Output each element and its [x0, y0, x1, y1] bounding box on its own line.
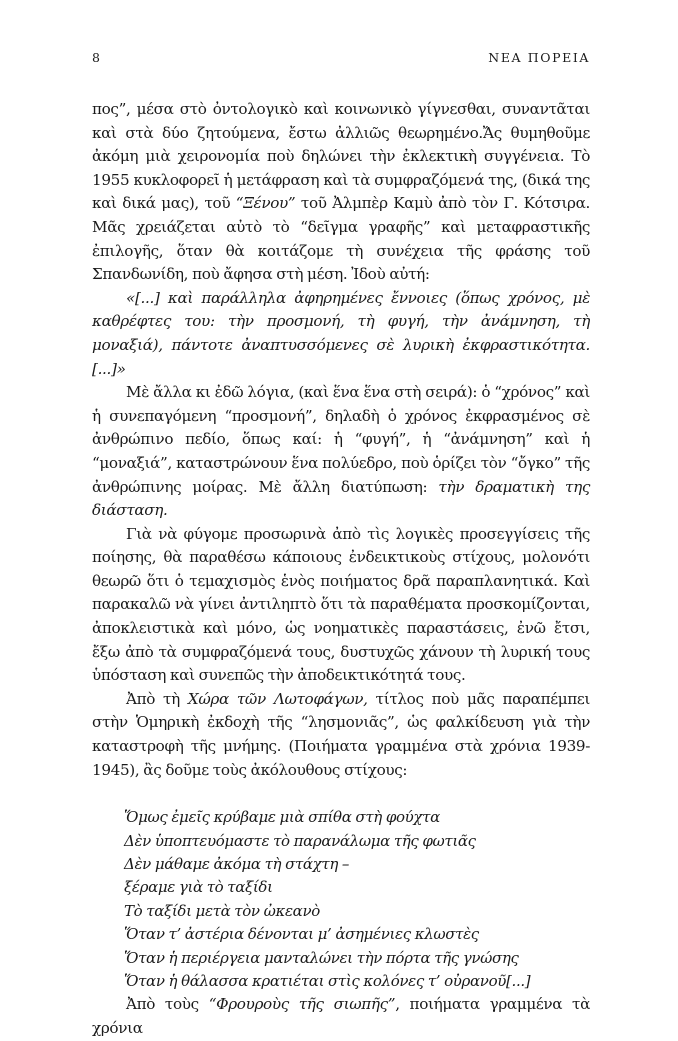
- poem-line: Δὲν ὑποπτευόμαστε τὸ παρανάλωμα τῆς φωτιᾶς: [124, 831, 476, 850]
- running-head: ΝΕΑ ΠΟΡΕΙΑ: [488, 50, 590, 65]
- paragraph-5-book-title: “Φρουροὺς τῆς σιωπῆς”: [208, 995, 396, 1014]
- paragraph-2-emphasis: τὴν δραματικὴ της διάσταση.: [92, 477, 590, 520]
- poem-line: Ὅταν ἡ θάλασσα κρατιέται στὶς κολόνες τ’ οὐρανοῦ[...]: [124, 972, 531, 991]
- paragraph-2-text-a: Μὲ ἄλλα κι ἐδῶ λόγια, (καὶ ἕνα ἕνα στὴ σειρά): ὁ “χρόνος” καὶ ἡ συνεπαγόμενη “προσμονή”, δηλαδὴ ὁ χρόνος ἐκφρασμένος σὲ ἀνθρώπινο πεδίο, ὅπως καί: ἡ “φυγή”, ἡ “ἀνάμνηση” καὶ ἡ “μοναξιά”, καταστρώνουν ἕνα πολύεδρο, ποὺ ὁρίζει τὸν “ὄγκο” τῆς ἀνθρώπινης μοίρας. Μὲ ἄλλη διατύπωση:: [92, 383, 590, 496]
- paragraph-1-text-b: τοῦ Ἀλμπὲρ Καμὺ ἀπὸ τὸν Γ. Κότσιρα. Μᾶς χρειάζεται αὐτὸ τὸ “δεῖγμα γραφῆς” καὶ μεταφραστικῆς ἐπιλογῆς, ὅταν θὰ κοιτάζομε τὴ συνέχεια τῆς φράσης τοῦ Σπανδωνίδη, ποὺ ἄφησα στὴ μέση. Ἰδοὺ αὐτή:: [92, 194, 591, 284]
- poem-line: Δὲν μάθαμε ἀκόμα τὴ στάχτη –: [124, 855, 350, 874]
- paragraph-1-text-a: πος”, μέσα στὸ ὀντολογικὸ καὶ κοινωνικὸ γίγνεσθαι, συναντᾶται καὶ στὰ δύο ζητούμενα, ἔστω ἀλλιῶς θεωρημένο.Ἄς θυμηθοῦμε ἀκόμη μιὰ χειρονομία ποὺ δηλώνει τὴν ἐκλεκτικὴ συγγένεια. Τὸ 1955 κυκλοφορεῖ ἡ μετάφραση καὶ τὰ συμφραζόμενά της, (δικά της καὶ δικά μας), τοῦ: [92, 100, 590, 213]
- poem-excerpt: [124, 806, 590, 993]
- poem-line: Τὸ ταξίδι μετὰ τὸν ὠκεανὸ: [124, 901, 320, 920]
- poem-line: Ὅταν ἡ περιέργεια μανταλώνει τὴν πόρτα τῆς γνώσης: [124, 948, 519, 967]
- paragraph-1-book-title: “Ξένου”: [235, 194, 296, 213]
- paragraph-2: [92, 381, 590, 523]
- block-quote: «[...] καὶ παράλληλα ἀφηρημένες ἔννοιες (ὅπως χρόνος, μὲ καθρέφτες του: τὴν προσμονή, τὴ φυγή, τὴν ἀνάμνηση, τὴ μοναξιά), πάντοτε ἀναπτυσσόμενες σὲ λυρικὴ ἐκφραστικότητα.[...]»: [92, 288, 590, 378]
- paragraph-4-text-a: Ἀπὸ τὴ: [126, 689, 188, 708]
- poem-line: Ὅταν τ’ ἀστέρια δένονται μ’ ἀσημένιες κλωστὲς: [124, 925, 479, 944]
- paragraph-5-text-a: Ἀπὸ τοὺς: [126, 995, 209, 1014]
- page-body: [92, 98, 590, 1041]
- page-header: [92, 50, 590, 70]
- paragraph-5: [92, 993, 590, 1040]
- paragraph-3: Γιὰ νὰ φύγομε προσωρινὰ ἀπὸ τὶς λογικὲς προσεγγίσεις τῆς ποίησης, θὰ παραθέσω κάποιους ἐνδεικτικοὺς στίχους, μολονότι θεωρῶ ὅτι ὁ τεμαχισμὸς ἑνὸς ποιήματος δρᾶ παραπλανητικά. Καὶ παρακαλῶ νὰ γίνει ἀντιληπτὸ ὅτι τὰ παραθέματα προσκομίζονται, ἀποκλειστικὰ καὶ μόνο, ὡς νοηματικὲς παραστάσεις, ἐνῶ ἔτσι, ἔξω ἀπὸ τὰ συμφραζόμενά τους, δυστυχῶς χάνουν τὴ λυρική τους ὑπόσταση καὶ συνεπῶς τὴν ἀποδεικτικότητά τους.: [92, 524, 590, 685]
- poem-line: Ὅμως ἐμεῖς κρύβαμε μιὰ σπίθα στὴ φούχτα: [124, 808, 440, 827]
- paragraph-5-text-b: , ποιήματα γραμμένα τὰ χρόνια: [92, 995, 591, 1038]
- poem-line: ξέραμε γιὰ τὸ ταξίδι: [124, 878, 273, 897]
- paragraph-4-book-title: Χώρα τῶν Λωτοφάγων,: [187, 689, 368, 708]
- paragraph-4: [92, 688, 590, 782]
- paragraph-4-text-b: τίτλος ποὺ μᾶς παραπέμπει στὴν Ὁμηρικὴ ἐκδοχὴ τῆς “λησμονιᾶς”, ὡς φαλκίδευση γιὰ τὴν καταστροφὴ τῆς μνήμης. (Ποιήματα γραμμένα στὰ χρόνια 1939-1945), ἂς δοῦμε τοὺς ἀκόλουθους στίχους:: [92, 689, 590, 779]
- page-number: 8: [92, 50, 100, 65]
- paragraph-1: [92, 98, 590, 287]
